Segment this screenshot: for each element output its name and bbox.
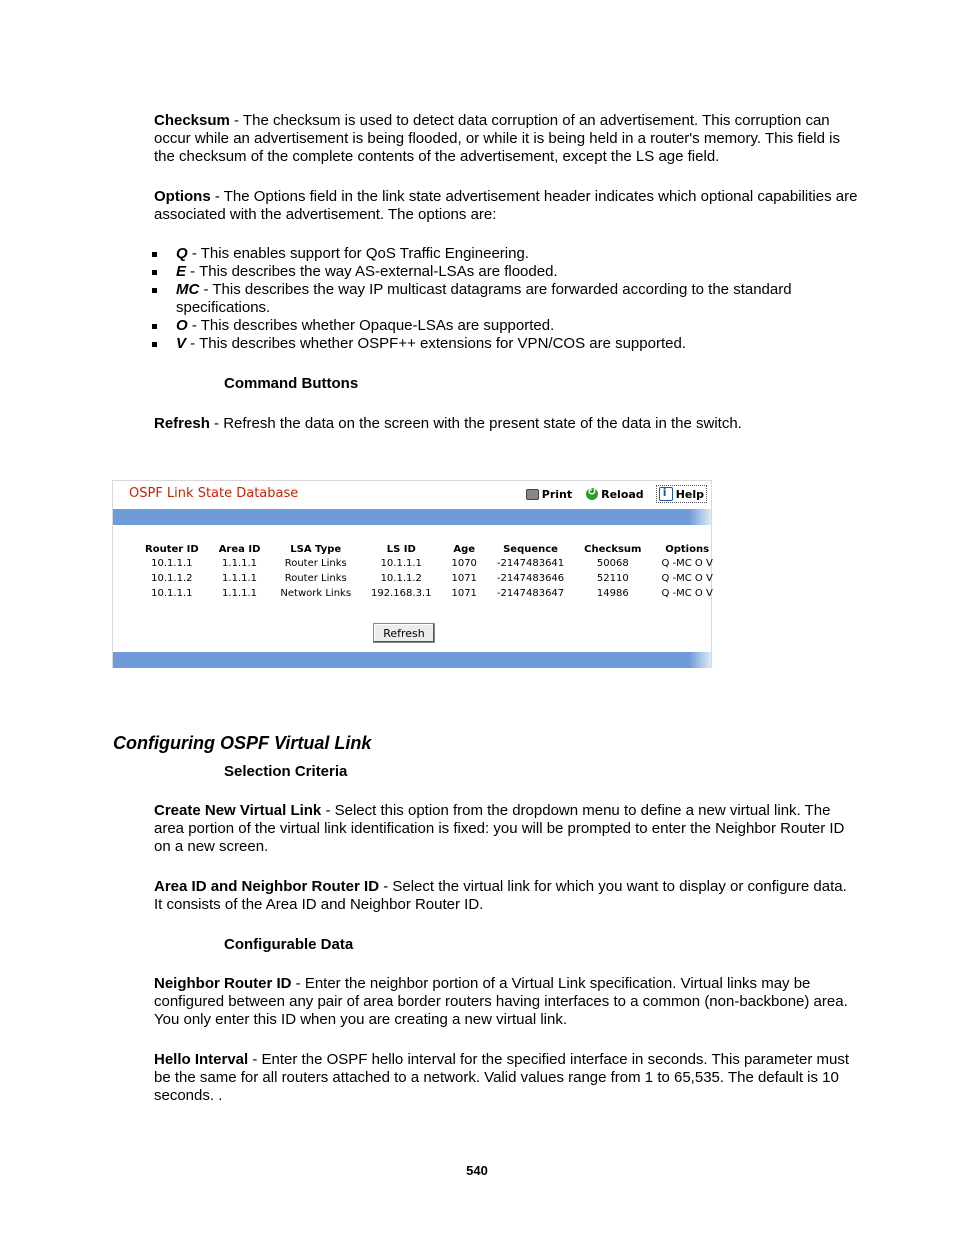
print-label: Print: [541, 487, 573, 501]
table-cell: 10.1.1.2: [380, 573, 422, 584]
table-header-row: [135, 543, 723, 556]
help-button[interactable]: [656, 485, 707, 503]
create-new-paragraph: [154, 802, 859, 856]
column-header: LS ID: [386, 544, 416, 555]
ospf-lsdb-screenshot: [112, 480, 712, 668]
table-cell: 1.1.1.1: [222, 558, 258, 569]
section-title: Configuring OSPF Virtual Link: [113, 733, 372, 753]
checksum-text: - The checksum is used to detect data corruption of an advertisement. This corruption can occur while an advertisement is being flooded, or while it is being held in a router's memory. This field is the checksum of the complete contents of the advertisement, except the LS age field.: [154, 112, 840, 165]
option-term: O: [176, 317, 188, 334]
table-row: [135, 571, 723, 586]
table-cell: 10.1.1.1: [151, 588, 193, 599]
table-cell: -2147483647: [496, 588, 565, 599]
screenshot-title: OSPF Link State Database: [129, 486, 299, 501]
neighbor-router-id-text: - Enter the neighbor portion of a Virtual Link specification. Virtual links may be configured between any pair of area border routers having interfaces to a common (non-backbone) area. You only enter this ID when you are creating a new virtual link.: [154, 975, 848, 1028]
column-header: Age: [453, 544, 476, 555]
column-header: Sequence: [503, 544, 558, 555]
table-cell: 1.1.1.1: [222, 573, 258, 584]
bullet-icon: [152, 288, 157, 293]
table-cell: 1071: [451, 588, 477, 599]
refresh-text: - Refresh the data on the screen with the present state of the data in the switch.: [209, 415, 742, 432]
table-row: [135, 556, 723, 571]
bullet-icon: [152, 342, 157, 347]
table-cell: 10.1.1.2: [151, 573, 193, 584]
create-new-term: Create New Virtual Link: [154, 802, 322, 819]
screenshot-toolbar: [524, 485, 707, 503]
page-number: 540: [466, 1163, 488, 1178]
options-paragraph: [154, 188, 859, 224]
table-cell: 192.168.3.1: [371, 588, 432, 599]
options-list: [150, 245, 855, 353]
reload-label: Reload: [601, 487, 644, 501]
table-cell: Q -MC O V: [661, 558, 713, 569]
selection-criteria-heading: Selection Criteria: [224, 763, 348, 780]
list-item: [150, 317, 855, 335]
table-cell: Network Links: [280, 588, 352, 599]
create-new-text: - Select this option from the dropdown menu to define a new virtual link. The area portion of the virtual link identification is fixed: you will be prompted to enter the Neighbor Router ID on a new screen.: [154, 802, 845, 855]
table-cell: 1071: [451, 573, 477, 584]
table-row: [135, 586, 723, 601]
lsdb-table: [135, 543, 723, 601]
list-item: [150, 281, 855, 317]
hello-interval-text: - Enter the OSPF hello interval for the specified interface in seconds. This parameter must be the same for all routers attached to a network. Valid values range from 1 to 65,535. The default is 10 seconds. .: [154, 1051, 850, 1104]
reload-icon: [586, 488, 598, 500]
bullet-icon: [152, 270, 157, 275]
help-label: Help: [675, 487, 704, 501]
print-button[interactable]: [524, 485, 574, 503]
option-text: - This describes the way IP multicast datagrams are forwarded according to the standard specifications.: [176, 281, 792, 316]
option-text: - This describes whether Opaque-LSAs are supported.: [187, 317, 555, 334]
option-text: - This describes whether OSPF++ extensions for VPN/COS are supported.: [186, 335, 686, 352]
table-cell: Router Links: [284, 558, 347, 569]
options-term: Options: [154, 188, 211, 205]
column-header: Router ID: [145, 544, 199, 555]
area-neighbor-text: - Select the virtual link for which you want to display or configure data. It consists of the Area ID and Neighbor Router ID.: [154, 878, 847, 913]
option-text: - This enables support for QoS Traffic Engineering.: [187, 245, 529, 262]
bullet-icon: [152, 252, 157, 257]
checksum-term: Checksum: [154, 112, 230, 129]
reload-button[interactable]: [584, 485, 646, 503]
table-cell: -2147483641: [496, 558, 565, 569]
refresh-button[interactable]: Refresh: [373, 623, 435, 643]
header-bar: [113, 509, 711, 525]
table-cell: 52110: [596, 573, 629, 584]
list-item: [150, 335, 855, 353]
neighbor-router-id-term: Neighbor Router ID: [154, 975, 292, 992]
neighbor-router-id-paragraph: [154, 975, 859, 1029]
hello-interval-term: Hello Interval: [154, 1051, 249, 1068]
refresh-paragraph: [154, 415, 859, 433]
options-text: - The Options field in the link state advertisement header indicates which optional capabilities are associated with the advertisement. The options are:: [154, 188, 858, 223]
option-term: E: [176, 263, 187, 280]
column-header: LSA Type: [290, 544, 342, 555]
table-cell: 14986: [596, 588, 629, 599]
footer-bar: [113, 652, 711, 668]
option-term: Q: [176, 245, 188, 262]
column-header: Options: [665, 544, 710, 555]
option-term: MC: [176, 281, 200, 298]
table-cell: Q -MC O V: [661, 573, 713, 584]
area-neighbor-paragraph: [154, 878, 859, 914]
help-icon: [659, 487, 673, 501]
configurable-data-heading: Configurable Data: [224, 936, 354, 953]
list-item: [150, 245, 855, 263]
table-cell: 1.1.1.1: [222, 588, 258, 599]
column-header: Area ID: [218, 544, 261, 555]
column-header: Checksum: [584, 544, 642, 555]
refresh-term: Refresh: [154, 415, 210, 432]
list-item: [150, 263, 855, 281]
table-cell: Q -MC O V: [661, 588, 713, 599]
table-cell: 10.1.1.1: [380, 558, 422, 569]
option-text: - This describes the way AS-external-LSAs are flooded.: [186, 263, 558, 280]
bullet-icon: [152, 324, 157, 329]
table-cell: 1070: [451, 558, 477, 569]
table-cell: 50068: [596, 558, 629, 569]
table-cell: Router Links: [284, 573, 347, 584]
table-cell: -2147483646: [496, 573, 565, 584]
table-cell: 10.1.1.1: [151, 558, 193, 569]
option-term: V: [176, 335, 187, 352]
command-buttons-heading: Command Buttons: [224, 375, 359, 392]
area-neighbor-term: Area ID and Neighbor Router ID: [154, 878, 380, 895]
hello-interval-paragraph: [154, 1051, 859, 1105]
checksum-paragraph: [154, 112, 859, 166]
printer-icon: [526, 489, 539, 500]
